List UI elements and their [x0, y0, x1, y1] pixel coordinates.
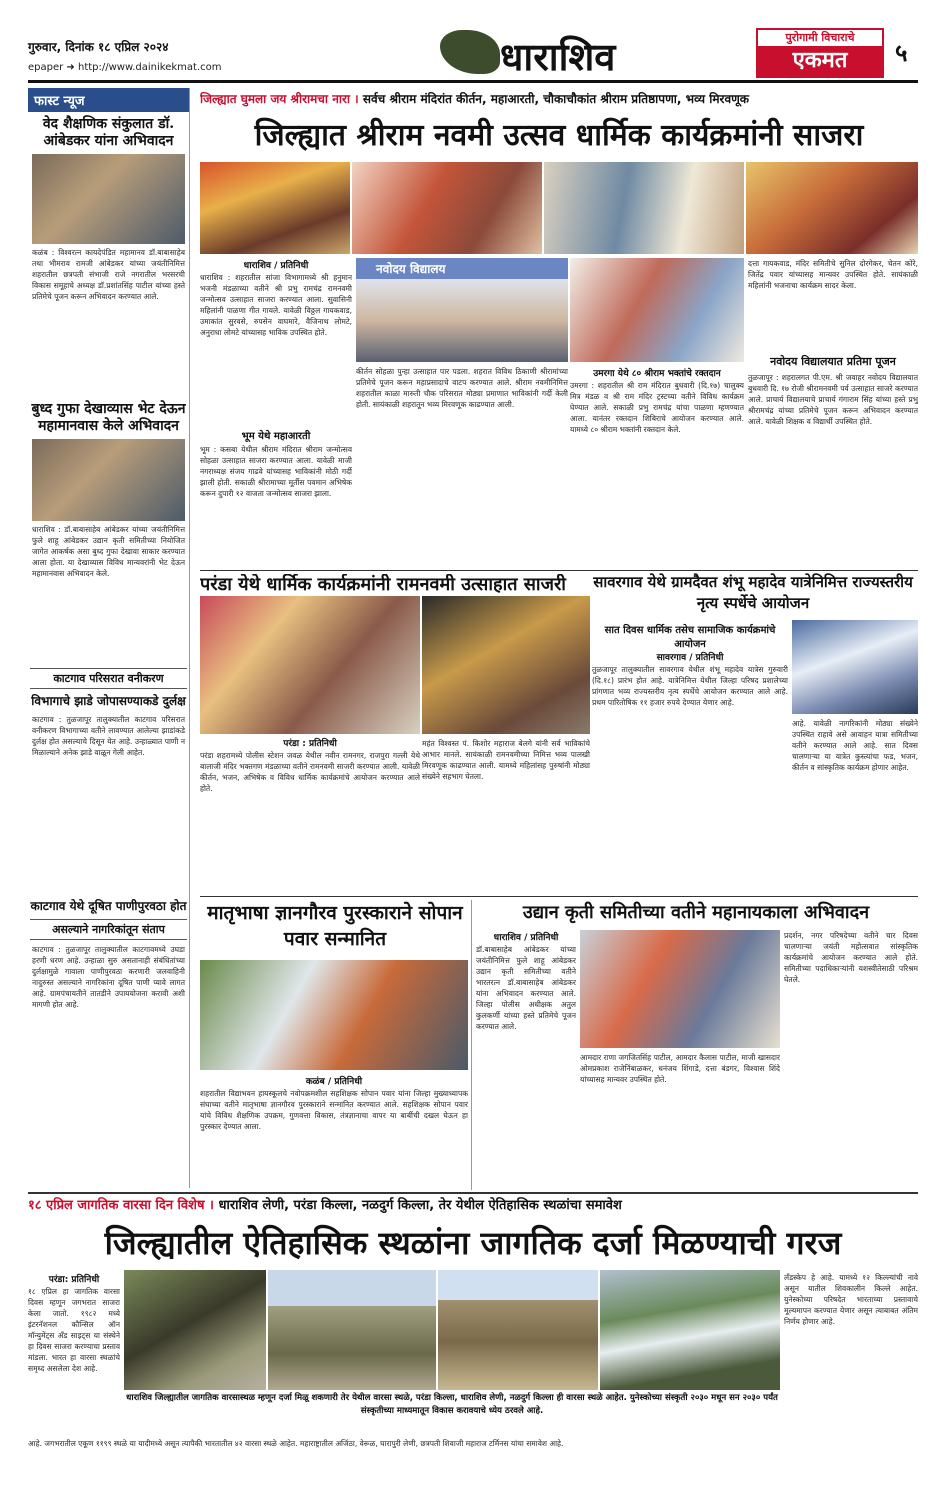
sawargaon-subhead: सात दिवस धार्मिक तसेच सामाजिक कार्यक्रमांचे आयोजन — [604, 625, 776, 650]
sawargaon-byline: सावरगाव / प्रतिनिधी — [656, 653, 724, 663]
story3-body: काटगाव : तुळजापूर तालुक्यातील काटगाव परिसरात वनीकरण विभागाच्या वतीने लावण्यात आलेल्या झाडांकडे दुर्लक्ष होत असल्याचे दिसून येत आहे. उन्हाळ्यात पाणी न मिळाल्याने अनेक झाडे वाळून गेली आहेत. — [32, 715, 185, 757]
award-headline[interactable]: मातृभाषा ज्ञानगौरव पुरस्काराने सोपान पवार सन्मानित — [207, 902, 463, 950]
dharashiv-caves-photo — [124, 1270, 266, 1390]
ter-temple-photo — [268, 1270, 436, 1390]
udyan-body2: आमदार राणा जगजितसिंह पाटील, आमदार कैलास पाटील, माजी खासदार ओमप्रकाश राजेनिंबाळकर, धनंजय शिंगाडे, दत्ता बंडगर, विश्वास शिंदे यांच्यासह मान्यवर उपस्थित होते. — [580, 1053, 780, 1084]
story2-photo — [32, 439, 185, 521]
sawargaon-headline[interactable]: सावरगाव येथे ग्रामदैवत शंभू महादेव यात्रेनिमित्त राज्यस्तरीय नृत्य स्पर्धेचे आयोजन — [593, 573, 913, 612]
navodaya-sign: नवोदय विद्यालय — [376, 262, 446, 276]
heritage-photo-caption: धाराशिव जिल्ह्यातील जागतिक वारसास्थळ म्हणून दर्जा मिळू शकणारी तेर येथील वारसा स्थळे, परंडा किल्ला, धाराशिव लेणी, नळदुर्ग किल्ला ही वारसा स्थळे आहेत. युनेस्कोच्या संस्कृती २०३० मधून सन २०३० पर्यंत संस्कृतीच्या माध्यमातून विकास करावयाचे ध्येय ठरवले आहे. — [126, 1393, 778, 1416]
story1-photo — [32, 154, 185, 244]
story2-body: धाराशिव : डॉ.बाबासाहेब आंबेडकर यांच्या जयंतीनिमित्त फुले शाहू आंबेडकर उद्यान कृती समितीच्या नियोजित जागेत आकर्षक असा बुध्द गुफा देखावा साकार करण्यात आला होता. या देखाव्यास विविध मान्यवरांनी भेट देऊन महामानवास अभिवादन केले. — [32, 525, 185, 578]
col4-body2: तुळजापूर : शहरालगत पी.एम. श्री जवाहर नवोदय विद्यालयात बुधवारी दि. १७ रोजी श्रीरामनवमी पर्व उत्साहात साजरे करण्यात आले. प्राचार्य विद्यालयाचे प्राचार्य गंगाराम सिंह यांच्या हस्ते प्रभु श्रीरामचंद्र यांच्या प्रतिमेचे पूजन करून अभिवादन करण्यात आले. यावेळी शिक्षक व विद्यार्थी उपस्थित होते. — [748, 373, 918, 426]
heritage-headline[interactable]: जिल्ह्यातील ऐतिहासिक स्थळांना जागतिक दर्जा मिळण्याची गरज — [104, 1224, 842, 1262]
story4-headline[interactable]: काटगाव येथे दूषित पाणीपुरवठा होत — [30, 899, 187, 913]
col4-body: दत्ता गायकवाड, मंदिर समितीचे सुनिल दोरगेकर, चेतन कोरे, जितेंद्र पवार यांच्यासह मान्यवर उपस्थित होते. सायंकाळी महिलांनी भजनाचा कार्यक्रम सादर केला. — [748, 259, 918, 290]
navodaya-photo — [356, 258, 568, 362]
paranda-byline: परंडा : प्रतिनिधी — [283, 739, 337, 749]
udyan-headline[interactable]: उद्यान कृती समितीच्या वतीने महानायकाला अभिवादन — [522, 902, 870, 923]
fast-news-label: फास्ट न्यूज — [28, 88, 189, 112]
shiva-photo — [792, 620, 918, 714]
heritage-body-bottom: आहे. जगभरातील एकूण ११९९ स्थळे या यादीमध्ये असून त्यापैकी भारतातील ४२ वारसा स्थळे आहेत. महाराष्ट्रातील अजिंठा, वेरूळ, घारापुरी लेणी, छत्रपती शिवाजी महाराज टर्मिनस यांचा समावेश आहे. — [28, 1439, 564, 1448]
kicker-rest: सर्वच श्रीराम मंदिरांत कीर्तन, महाआरती, चौकाचौकांत श्रीराम प्रतिष्ठापणा, भव्य मिरवणूक — [362, 92, 750, 106]
paranda-photo-2 — [422, 596, 590, 734]
heritage-kicker-red: १८ एप्रिल जागतिक वारसा दिन विशेष । — [28, 1198, 214, 1213]
blood-donation-photo — [570, 258, 744, 362]
kicker-red: जिल्ह्यात घुमला जय श्रीरामचा नारा । — [200, 92, 359, 106]
story1-headline[interactable]: वेद शैक्षणिक संकुलात डॉ. आंबेडकर यांना अभिवादन — [42, 116, 175, 149]
paranda-body1: परंडा शहरामध्ये पोलीस स्टेशन जवळ येथील नवीन रामनगर, राजपुरा गल्ली येथे बालाजी मंदिर भक्तगण मंडळाच्या वतीने रामनवमी साजरी करण्यात आली. यावेळी कीर्तन, भजन, अभिषेक व विविध धार्मिक कार्यक्रमांचे आयोजन करण्यात आले होते. — [200, 751, 420, 793]
award-photo — [200, 960, 468, 1070]
paranda-photo-1 — [200, 596, 420, 734]
heritage-kicker-rest: धाराशिव लेणी, परंडा किल्ला, नळदुर्ग किल्ला, तेर येथील ऐतिहासिक स्थळांचा समावेश — [218, 1198, 622, 1213]
col1-subhead: भूम येथे महाआरती — [241, 431, 311, 442]
left-column — [28, 88, 190, 1188]
newspaper-logo — [756, 28, 884, 78]
top-kicker — [200, 88, 918, 110]
award-body: शहरातील विद्याभवन हायस्कूलचे नवोपक्रमशील सहशिक्षक सोपान पवार यांना जिल्हा मुख्याध्यापक संघाच्या वतीने मातृभाषा ज्ञानगौरव पुरस्काराने सन्मानित करण्यात आले. सहशिक्षक सोपान पवार यांचे विविध शैक्षणिक उपक्रम, गुणवत्ता विकास, तंत्रज्ञानाचा वापर या बाबींची दखल घेऊन हा पुरस्कार देण्यात आला. — [200, 1089, 468, 1131]
paranda-headline[interactable]: परंडा येथे धार्मिक कार्यक्रमांनी रामनवमी उत्साहात साजरी — [200, 574, 566, 595]
story3-subhead: काटगाव परिसरात वनीकरण — [30, 668, 187, 689]
sawargaon-body1: तुळजापूर तालुक्यातील सावरगाव येथील शंभू महादेव यात्रेस गुरुवारी (दि.१८) प्रारंभ होत आहे. यात्रेनिमित्त येथील जिल्हा परिषद प्रशालेच्या प्रांगणात भव्य राज्यस्तरीय नृत्य स्पर्धेचे आयोजन करण्यात आले आहे. प्रथम पारितोषिक ११ हजार रुपये देण्यात येणार आहे. — [592, 665, 788, 707]
col3-caption: उमरगा येथे ८० श्रीराम भक्तांचे रक्तदान — [593, 369, 721, 379]
section-rule-3 — [28, 1192, 918, 1194]
story4-subhead: असल्याने नागरिकांतून संताप — [30, 919, 187, 940]
epaper-link[interactable]: epaper ➜ http://www.dainikekmat.com — [28, 62, 222, 73]
section-rule-2 — [200, 896, 918, 897]
story4-body: काटगाव : तुळजापूर तालुक्यातील काटगावमध्ये उघडा हरणी धरण आहे. उन्हाळा सुरु असतानाही संबंधितांच्या दुर्लक्षामुळे गावाला पाणीपुरवठा करणारी जलवाहिनी नादुरुस्त असल्याने नागरिकांना दूषित पाणी प्यावे लागत आहे. ग्रामपंचायतीने तातडीने उपाययोजना करावी अशी मागणी होत आहे. — [32, 945, 185, 1009]
story3-headline[interactable]: विभागाचे झाडे जोपासण्याकडे दुर्लक्ष — [31, 694, 186, 708]
edition-title: धाराशिव — [500, 34, 616, 79]
district-map-icon — [440, 30, 500, 74]
masthead — [0, 0, 945, 84]
heritage-body-left: १८ एप्रिल हा जागतिक वारसा दिवस म्हणून जगभरात साजरा केला जातो. १९८२ मध्ये इंटरनॅशनल कौन्सिल ऑन मॉन्युमेंट्स अँड साइट्स या संस्थेने हा दिवस साजरा करण्याचा प्रस्ताव मांडला. भारत हा वारसा स्थळांचे समृध्द असलेला देश आहे. — [28, 1287, 120, 1373]
naldurg-fort-photo — [600, 1270, 780, 1390]
page-number: ५ — [895, 39, 908, 67]
udyan-byline: धाराशिव / प्रतिनिधी — [493, 933, 559, 943]
gathering-photo — [544, 162, 744, 254]
col4-subhead: नवोदय विद्यालयात प्रतिमा पूजन — [770, 355, 896, 368]
heritage-byline: परंडा: प्रतिनिधी — [48, 1275, 100, 1285]
udyan-photo — [580, 930, 780, 1048]
col2-body: कीर्तन सोहळा पुन्हा उत्साहात पार पडला. शहरात विविध ठिकाणी श्रीरामांच्या प्रतिमेचे पूजन करून महाप्रसादाचे वाटप करण्यात आले. श्रीराम नवमीनिमित्त शहरातील काळा मारुती चौक परिसरात मोठ्या प्रमाणात भाविकांनी गर्दी केली होती. सायंकाळी शहरातून भव्य मिरवणूक काढण्यात आली. — [356, 367, 568, 409]
story2-headline[interactable]: बुध्द गुफा देखाव्यास भेट देऊन महामानवास केले अभिवादन — [31, 401, 186, 434]
award-byline: कळंब / प्रतिनिधी — [305, 1077, 363, 1087]
udyan-body3: प्रदर्शन, नगर परिषदेच्या वतीने चार दिवस चालणाऱ्या जयंती महोत्सवात सांस्कृतिक कार्यक्रमांचे आयोजन करण्यात आले होते. समितीच्या पदाधिकाऱ्यांनी यशस्वीतेसाठी परिश्रम घेतले. — [784, 931, 918, 984]
udyan-body1: डॉ.बाबासाहेब आंबेडकर यांच्या जयंतीनिमित्त फुले शाहू आंबेडकर उद्यान कृती समितीच्या वतीने भारतरत्न डॉ.बाबासाहेब आंबेडकर यांना अभिवादन करण्यात आले. जिल्हा पोलीस अधीक्षक अतुल कुलकर्णी यांच्या हस्ते प्रतिमेचे पूजन करण्यात आले. — [476, 945, 576, 1031]
puja-photo — [352, 162, 542, 254]
temple-photo — [746, 162, 918, 254]
logo-name: एकमत — [758, 46, 882, 76]
section-rule — [200, 570, 918, 571]
col1-byline: धाराशिव / प्रतिनिधी — [243, 261, 309, 271]
col1-body: धाराशिव : शहरातील सांजा विभागामध्ये श्री हनुमान भजनी मंडळाच्या वतीने श्री प्रभु रामचंद्र रामनवमी जन्मोत्सव उत्साहात साजरा करण्यात आला. सुवासिनी महिलांनी पाळणा गीत गायले. यावेळी विठ्ठल गायकवाड, उमाकांत सुरवसे, रुपसेन वाघमारे, वैजिनाथ लोमटे, अनुराधा लोमटे यांच्यासह भाविक उपस्थित होते. — [200, 273, 352, 337]
sawargaon-body2: आहे. यावेळी नागरिकांनी मोठ्या संख्येने उपस्थित राहावे असे आवाहन यात्रा समितीच्या वतीने करण्यात आले आहे. सात दिवस चालणाऱ्या या यात्रेत कुस्त्यांचा फड, भजन, कीर्तन व सांस्कृतिक कार्यक्रम होणार आहेत. — [792, 719, 918, 772]
heritage-body-right: लँडस्केप हे आहे. यामध्ये १२ किल्ल्यांची नावे असून यातील शिवकालीन किल्ले आहेत. युनेस्कोच्या परिषदेत भारताच्या प्रस्तावाचे मूल्यमापन करण्यात येणार असून त्याबाबत अंतिम निर्णय होणार आहे. — [784, 1273, 918, 1326]
logo-tagline: पुरोगामी विचाराचे — [758, 30, 882, 46]
ram-idol-photo — [200, 162, 350, 254]
col1-body2: भूम : कसबा येथील श्रीराम मंदिरात श्रीराम जन्मोत्सव सोहळा उत्साहात साजरा करण्यात आला. यावेळी माजी नगराध्यक्ष संजय गाढवे यांच्यासह भाविकांनी मोठी गर्दी झाली होती. सकाळी श्रीरामाच्या मूर्तीस पवमान अभिषेक करून दुपारी १२ वाजता जन्मोत्सव साजरा झाला. — [200, 445, 352, 498]
issue-date: गुरुवार, दिनांक १८ एप्रिल २०२४ — [28, 40, 169, 54]
col3-body: उमरगा : शहरातील श्री राम मंदिरात बुधवारी (दि.१७) चालुक्य मित्र मंडळ व श्री राम मंदिर ट्रस्टच्या वतीने विविध कार्यक्रम घेण्यात आले. सकाळी प्रभु रामचंद्र यांचा पाळणा म्हणण्यात आला. यानंतर रक्तदान शिबिराचे आयोजन करण्यात आले. यामध्ये ८० श्रीराम भक्तांनी रक्तदान केले. — [570, 381, 744, 434]
top-headline[interactable]: जिल्ह्यात श्रीराम नवमी उत्सव धार्मिक कार्यक्रमांनी साजरा — [254, 118, 864, 153]
paranda-body2: महंत विश्वस्त पं. किशोर महाराज बेलगे यांनी सर्व भाविकांचे आभार मानले. सायंकाळी रामनवमीच्या निमित्त भव्य पालखी मिरवणूक काढण्यात आली. यामध्ये महिलांसह पुरुषांनी मोठ्या संख्येने सहभाग घेतला. — [422, 739, 590, 781]
story1-body: कळंब : विश्वरत्न कायदेपंडित महामानव डॉ.बाबासाहेब तथा भीमराव रामजी आंबेडकर यांच्या जयंतीनिमित्त शहरातील छत्रपती संभाजी राजे नगरातील भरसरची विकास समूहाचे अध्यक्ष डॉ.प्रशांतसिंह पाटील यांच्या हस्ते प्रतिमेचे पूजन करून अभिवादन करण्यात आले. — [32, 248, 185, 301]
column-divider — [471, 900, 472, 1190]
paranda-fort-photo — [438, 1270, 598, 1390]
masthead-rule — [28, 80, 918, 83]
heritage-kicker — [28, 1195, 918, 1217]
